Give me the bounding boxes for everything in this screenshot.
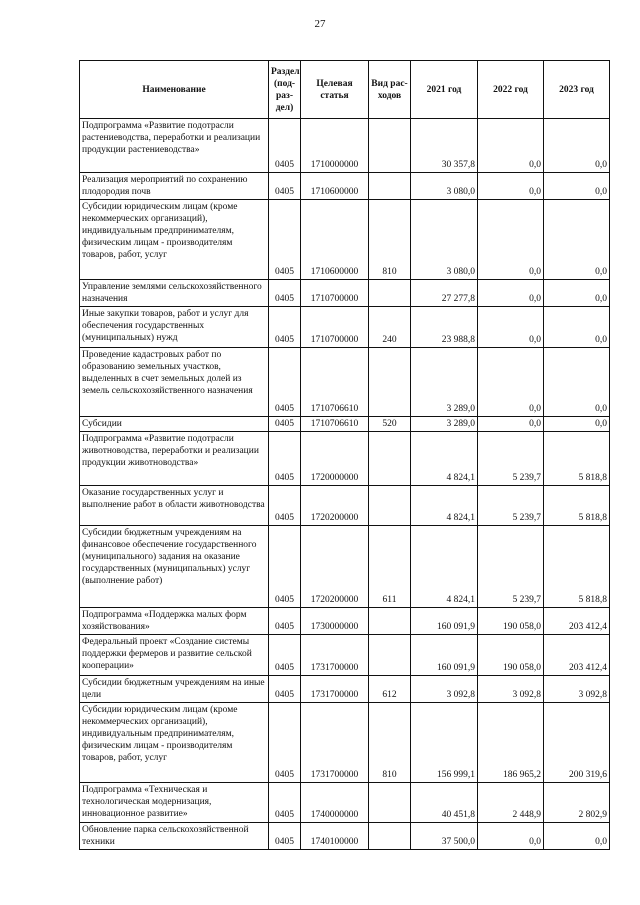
cell-target: 1710000000	[301, 119, 369, 173]
cell-kind: 810	[369, 703, 411, 783]
header-name: Наименование	[80, 61, 269, 119]
table-row	[80, 119, 610, 173]
table-row	[80, 608, 610, 635]
cell-section: 0405	[269, 432, 301, 486]
cell-kind	[369, 783, 411, 823]
cell-2022: 0,0	[478, 348, 544, 417]
cell-target: 1740000000	[301, 783, 369, 823]
cell-2022: 0,0	[478, 119, 544, 173]
cell-target: 1710706610	[301, 348, 369, 417]
table-row	[80, 432, 610, 486]
cell-2022: 190 058,0	[478, 608, 544, 635]
header-2022: 2022 год	[478, 61, 544, 119]
cell-2021: 30 357,8	[411, 119, 478, 173]
table-row	[80, 280, 610, 307]
cell-target: 1731700000	[301, 703, 369, 783]
table-row	[80, 823, 610, 850]
cell-kind	[369, 635, 411, 676]
cell-section: 0405	[269, 307, 301, 348]
cell-kind	[369, 486, 411, 526]
cell-name: Федеральный проект «Создание системы поддержки фермеров и развитие сельской кооперации»	[80, 635, 269, 676]
cell-target: 1710600000	[301, 173, 369, 200]
cell-target: 1720000000	[301, 432, 369, 486]
cell-2023: 5 818,8	[544, 432, 610, 486]
cell-kind	[369, 608, 411, 635]
cell-target: 1710706610	[301, 417, 369, 432]
cell-2023: 0,0	[544, 823, 610, 850]
cell-2022: 5 239,7	[478, 432, 544, 486]
table-row	[80, 173, 610, 200]
table-row	[80, 635, 610, 676]
cell-2022: 5 239,7	[478, 526, 544, 608]
cell-name: Управление землями сельскохозяйственного назначения	[80, 280, 269, 307]
cell-name: Субсидии юридическим лицам (кроме некоммерческих организаций), индивидуальным предпринимателям, физическим лицам - производителям товаров, работ, услуг	[80, 703, 269, 783]
cell-2023: 0,0	[544, 173, 610, 200]
cell-2023: 200 319,6	[544, 703, 610, 783]
cell-2022: 0,0	[478, 173, 544, 200]
cell-kind	[369, 119, 411, 173]
cell-section: 0405	[269, 676, 301, 703]
cell-2022: 190 058,0	[478, 635, 544, 676]
cell-2021: 3 289,0	[411, 348, 478, 417]
cell-2023: 0,0	[544, 119, 610, 173]
table-row	[80, 307, 610, 348]
cell-section: 0405	[269, 635, 301, 676]
table-header-row	[80, 61, 610, 119]
cell-section: 0405	[269, 348, 301, 417]
cell-name: Обновление парка сельскохозяйственной техники	[80, 823, 269, 850]
cell-kind	[369, 432, 411, 486]
budget-table	[79, 60, 610, 850]
cell-2021: 3 289,0	[411, 417, 478, 432]
cell-section: 0405	[269, 783, 301, 823]
cell-2021: 27 277,8	[411, 280, 478, 307]
cell-2022: 0,0	[478, 417, 544, 432]
cell-2023: 0,0	[544, 200, 610, 280]
table-row	[80, 486, 610, 526]
cell-name: Субсидии юридическим лицам (кроме некоммерческих организаций), индивидуальным предпринимателям, физическим лицам - производителям товаров, работ, услуг	[80, 200, 269, 280]
cell-section: 0405	[269, 119, 301, 173]
cell-section: 0405	[269, 526, 301, 608]
cell-target: 1710700000	[301, 307, 369, 348]
cell-2022: 186 965,2	[478, 703, 544, 783]
cell-kind	[369, 280, 411, 307]
cell-section: 0405	[269, 486, 301, 526]
cell-2022: 2 448,9	[478, 783, 544, 823]
cell-kind: 810	[369, 200, 411, 280]
cell-2021: 4 824,1	[411, 526, 478, 608]
cell-kind	[369, 348, 411, 417]
cell-2023: 5 818,8	[544, 486, 610, 526]
header-2021: 2021 год	[411, 61, 478, 119]
cell-2021: 160 091,9	[411, 635, 478, 676]
page-number: 27	[314, 18, 326, 30]
cell-kind	[369, 823, 411, 850]
header-kind: Вид рас-ходов	[369, 61, 411, 119]
cell-name: Реализация мероприятий по сохранению плодородия почв	[80, 173, 269, 200]
cell-2022: 3 092,8	[478, 676, 544, 703]
cell-name: Подпрограмма «Поддержка малых форм хозяйствования»	[80, 608, 269, 635]
table-row	[80, 417, 610, 432]
cell-2023: 3 092,8	[544, 676, 610, 703]
cell-2021: 3 080,0	[411, 173, 478, 200]
cell-2021: 40 451,8	[411, 783, 478, 823]
cell-target: 1720200000	[301, 526, 369, 608]
cell-2021: 23 988,8	[411, 307, 478, 348]
cell-2021: 37 500,0	[411, 823, 478, 850]
cell-2023: 0,0	[544, 280, 610, 307]
cell-2022: 0,0	[478, 200, 544, 280]
cell-section: 0405	[269, 200, 301, 280]
cell-target: 1731700000	[301, 635, 369, 676]
cell-2021: 156 999,1	[411, 703, 478, 783]
cell-name: Субсидии бюджетным учреждениям на иные цели	[80, 676, 269, 703]
cell-name: Подпрограмма «Развитие подотрасли растениеводства, переработки и реализации продукции растениеводства»	[80, 119, 269, 173]
cell-2021: 3 092,8	[411, 676, 478, 703]
cell-section: 0405	[269, 608, 301, 635]
cell-section: 0405	[269, 703, 301, 783]
cell-kind	[369, 173, 411, 200]
cell-2023: 5 818,8	[544, 526, 610, 608]
table-row	[80, 703, 610, 783]
cell-name: Иные закупки товаров, работ и услуг для обеспечения государственных (муниципальных) нужд	[80, 307, 269, 348]
cell-target: 1710700000	[301, 280, 369, 307]
cell-2023: 0,0	[544, 348, 610, 417]
cell-name: Подпрограмма «Техническая и технологическая модернизация, инновационное развитие»	[80, 783, 269, 823]
cell-target: 1731700000	[301, 676, 369, 703]
cell-target: 1740100000	[301, 823, 369, 850]
cell-section: 0405	[269, 823, 301, 850]
cell-2022: 0,0	[478, 823, 544, 850]
cell-2023: 203 412,4	[544, 635, 610, 676]
cell-section: 0405	[269, 280, 301, 307]
table-row	[80, 348, 610, 417]
header-section: Раздел (под-раз-дел)	[269, 61, 301, 119]
cell-section: 0405	[269, 417, 301, 432]
cell-target: 1720200000	[301, 486, 369, 526]
cell-target: 1730000000	[301, 608, 369, 635]
cell-name: Субсидии	[80, 417, 269, 432]
cell-kind: 612	[369, 676, 411, 703]
header-target: Целевая статья	[301, 61, 369, 119]
cell-2021: 160 091,9	[411, 608, 478, 635]
cell-target: 1710600000	[301, 200, 369, 280]
table-row	[80, 783, 610, 823]
cell-2023: 203 412,4	[544, 608, 610, 635]
cell-2021: 3 080,0	[411, 200, 478, 280]
cell-2022: 5 239,7	[478, 486, 544, 526]
header-2023: 2023 год	[544, 61, 610, 119]
cell-2023: 2 802,9	[544, 783, 610, 823]
table-row	[80, 526, 610, 608]
cell-name: Подпрограмма «Развитие подотрасли животноводства, переработки и реализации продукции животноводства»	[80, 432, 269, 486]
cell-2021: 4 824,1	[411, 486, 478, 526]
cell-kind: 520	[369, 417, 411, 432]
cell-2023: 0,0	[544, 417, 610, 432]
table-row	[80, 676, 610, 703]
cell-kind: 240	[369, 307, 411, 348]
cell-name: Субсидии бюджетным учреждениям на финансовое обеспечение государственного (муниципального) задания на оказание государственных (муниципальных) услуг (выполнение работ)	[80, 526, 269, 608]
cell-name: Оказание государственных услуг и выполнение работ в области животноводства	[80, 486, 269, 526]
cell-section: 0405	[269, 173, 301, 200]
cell-2021: 4 824,1	[411, 432, 478, 486]
table-row	[80, 200, 610, 280]
cell-2022: 0,0	[478, 307, 544, 348]
cell-name: Проведение кадастровых работ по образованию земельных участков, выделенных в счет земельных долей из земель сельскохозяйственного назначения	[80, 348, 269, 417]
cell-kind: 611	[369, 526, 411, 608]
cell-2022: 0,0	[478, 280, 544, 307]
cell-2023: 0,0	[544, 307, 610, 348]
